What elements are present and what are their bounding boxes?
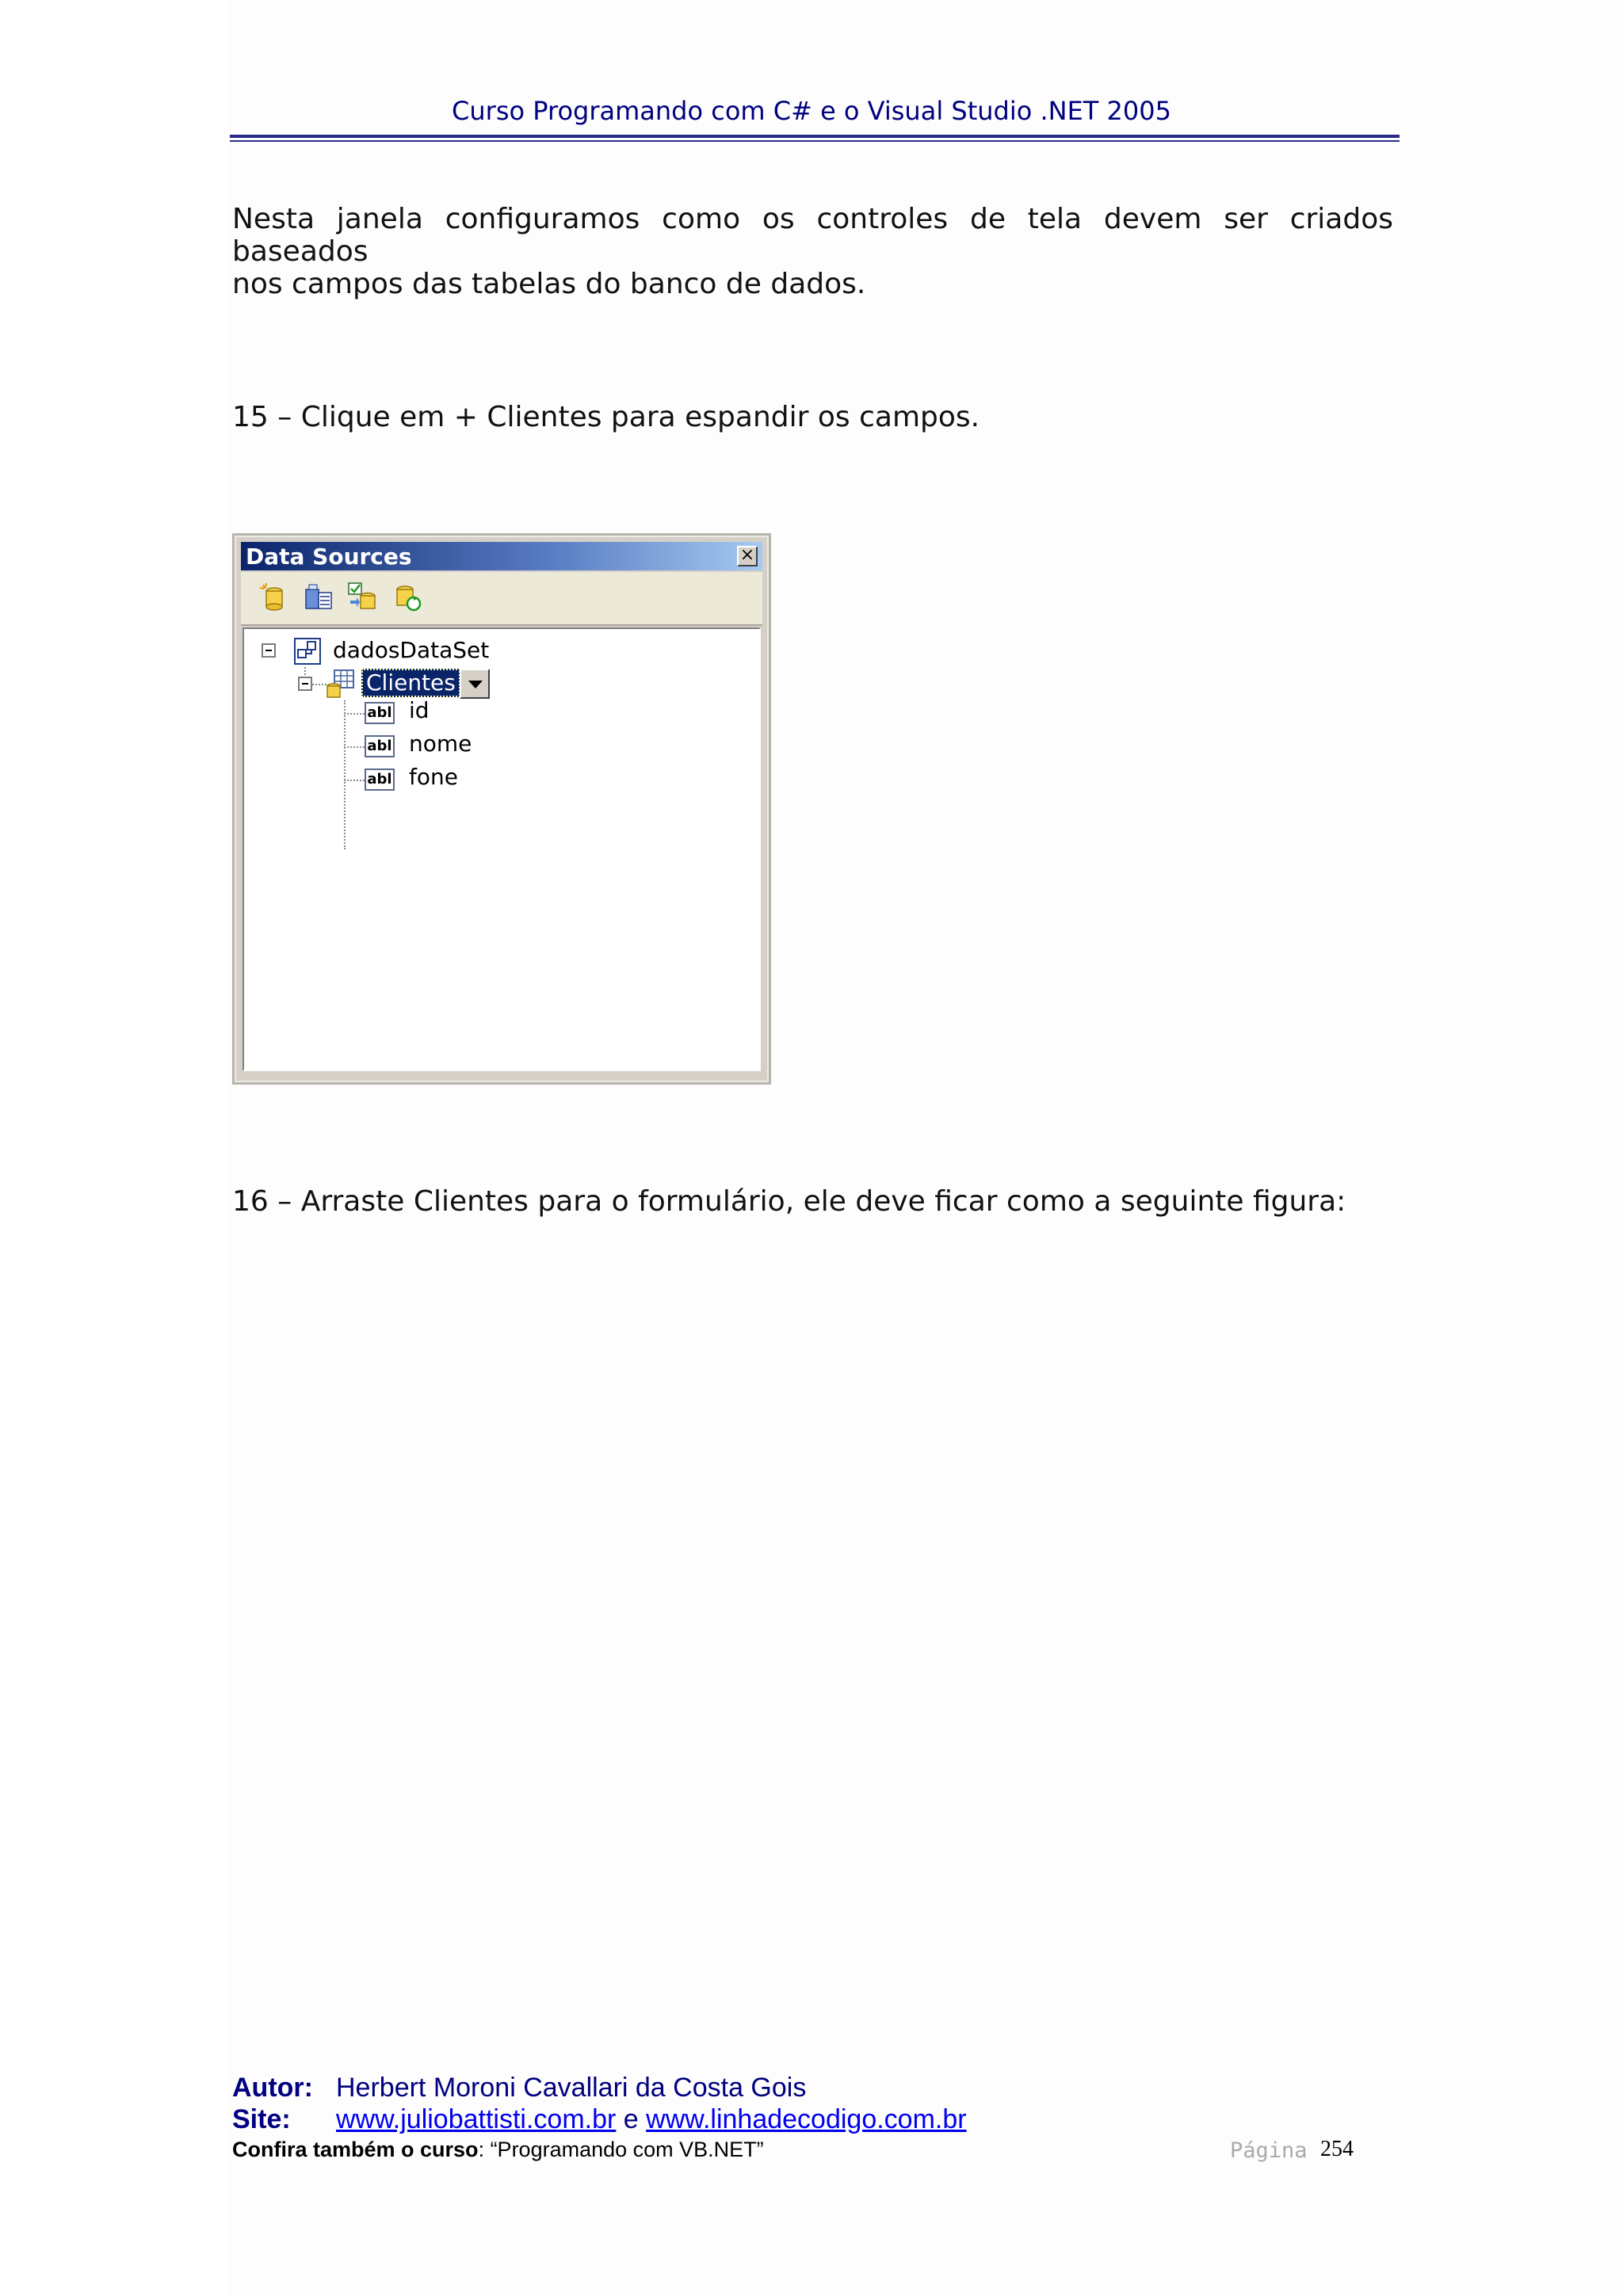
tree-node-table-selected[interactable]: Clientes — [361, 669, 460, 697]
tree-connector — [344, 700, 346, 849]
page-header-title: Curso Programando com C# e o Visual Studio .NET 2005 — [452, 96, 1171, 126]
tree-connector — [344, 780, 365, 781]
footer-autor-label: Autor: — [232, 2073, 313, 2103]
footer-sites — [336, 2104, 967, 2135]
add-data-source-icon[interactable] — [258, 582, 290, 613]
page-label: Página — [1230, 2138, 1308, 2163]
dataset-icon — [293, 637, 322, 666]
tree-connector — [344, 713, 365, 715]
footer-site-label: Site: — [232, 2104, 291, 2134]
paragraph-line-2: nos campos das tabelas do banco de dados. — [232, 268, 866, 300]
edit-dataset-designer-icon[interactable] — [303, 582, 334, 613]
textbox-field-icon: abl — [365, 735, 395, 757]
collapse-icon[interactable] — [262, 643, 276, 658]
tree-connector — [344, 746, 365, 748]
header-rule — [230, 135, 1400, 138]
collapse-icon[interactable] — [298, 677, 312, 691]
page-number: 254 — [1320, 2137, 1354, 2161]
tree-field-fone[interactable]: fone — [409, 764, 458, 790]
tree-field-nome[interactable]: nome — [409, 730, 472, 757]
header-rule-thin — [230, 140, 1400, 142]
table-icon — [325, 669, 357, 700]
step-15-text: 15 – Clique em + Clientes para espandir os campos. — [232, 401, 980, 433]
data-sources-tree — [242, 627, 761, 1071]
textbox-field-icon: abl — [365, 769, 395, 791]
page-background — [230, 0, 1623, 2296]
link-linhadecodigo[interactable]: www.linhadecodigo.com.br — [646, 2104, 967, 2134]
textbox-field-icon: abl — [365, 702, 395, 724]
step-16-text: 16 – Arraste Clientes para o formulário, ele deve ficar como a seguinte figura: — [232, 1185, 1346, 1218]
footer-confira-bold: Confira também o curso — [232, 2138, 479, 2161]
footer-confira — [232, 2138, 764, 2162]
footer-autor: Herbert Moroni Cavallari da Costa Gois — [336, 2073, 807, 2103]
data-sources-window — [232, 533, 771, 1085]
tree-node-dataset[interactable]: dadosDataSet — [333, 637, 490, 663]
data-sources-title: Data Sources — [246, 543, 412, 570]
tree-field-id[interactable]: id — [409, 697, 430, 723]
configure-dataset-icon[interactable] — [347, 582, 379, 613]
footer-site-separator: e — [616, 2104, 647, 2134]
refresh-icon[interactable] — [391, 582, 423, 613]
close-icon[interactable]: × — [737, 546, 758, 566]
link-juliobattisti[interactable]: www.juliobattisti.com.br — [336, 2104, 617, 2134]
footer-confira-rest: : “Programando com VB.NET” — [478, 2138, 764, 2161]
paragraph-line-1: Nesta janela configuramos como os controles de tela devem ser criados baseados — [232, 203, 1393, 268]
data-sources-titlebar — [241, 542, 762, 570]
chevron-down-icon[interactable] — [460, 669, 490, 699]
data-sources-toolbar — [241, 572, 762, 626]
